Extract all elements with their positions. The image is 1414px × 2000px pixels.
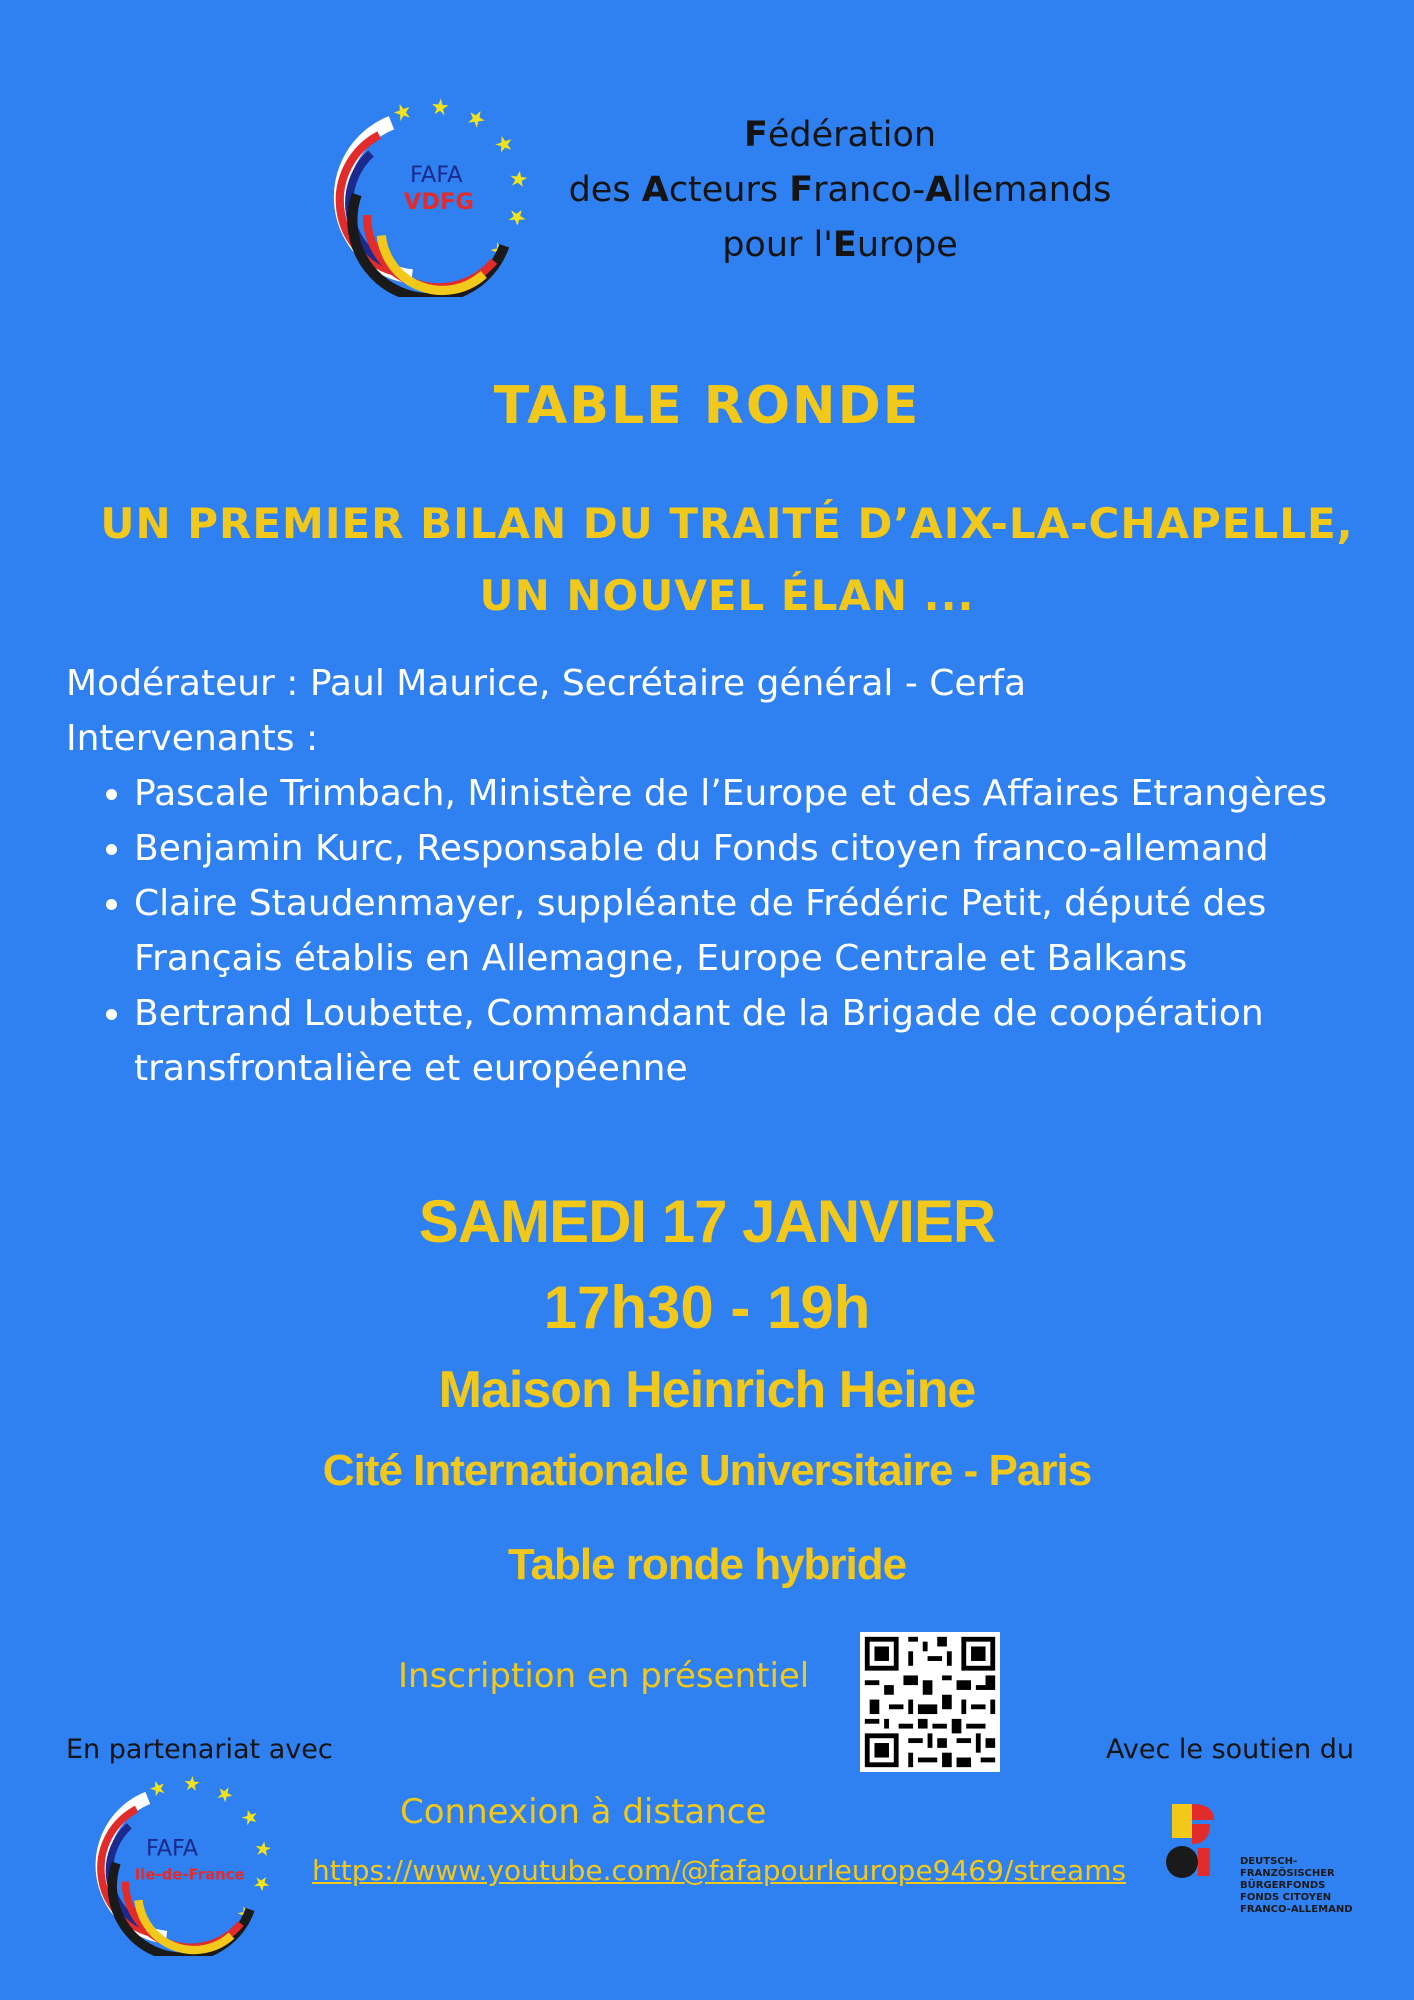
youtube-stream-link[interactable]: https://www.youtube.com/@fafapourleurope9469/streams bbox=[312, 1854, 1127, 1887]
speakers-section bbox=[66, 656, 1366, 1096]
organization-title bbox=[520, 108, 1160, 273]
buergerfonds-name: DEUTSCH- FRANZÖSISCHER BÜRGERFONDS FONDS CITOYEN FRANCO-ALLEMAND bbox=[1240, 1856, 1353, 1915]
event-format: Table ronde hybride bbox=[507, 1540, 907, 1589]
event-title-line-1: UN PREMIER BILAN DU TRAITÉ D’AIX-LA-CHAPELLE, bbox=[100, 499, 1354, 548]
event-title-line-2: UN NOUVEL ÉLAN ... bbox=[479, 571, 975, 620]
speaker-item: • Claire Staudenmayer, suppléante de Frédéric Petit, député des Français établis en Allemagne, Europe Centrale et Balkans bbox=[134, 876, 1366, 986]
partner-label: En partenariat avec bbox=[66, 1734, 333, 1765]
event-title bbox=[40, 488, 1414, 632]
speakers-list bbox=[66, 766, 1366, 1096]
speaker-item: • Bertrand Loubette, Commandant de la Brigade de coopération transfrontalière et européenne bbox=[134, 986, 1366, 1096]
moderator: Modérateur : Paul Maurice, Secrétaire général - Cerfa bbox=[66, 663, 1027, 704]
event-type: TABLE RONDE bbox=[493, 376, 921, 436]
fafa-ile-de-france-logo bbox=[92, 1770, 278, 1956]
buergerfonds-logo bbox=[1164, 1804, 1234, 1884]
speakers-label: Intervenants : bbox=[66, 718, 319, 759]
svg-text:FAFA: FAFA bbox=[145, 1835, 199, 1862]
org-title-line-2: des Acteurs Franco-Allemands bbox=[568, 170, 1112, 210]
event-time: 17h30 - 19h bbox=[543, 1274, 871, 1341]
svg-text:Ile-de-France: Ile-de-France bbox=[134, 1865, 245, 1884]
remote-connection-label: Connexion à distance bbox=[400, 1792, 767, 1832]
onsite-registration-label: Inscription en présentiel bbox=[398, 1656, 810, 1696]
event-date: SAMEDI 17 JANVIER bbox=[418, 1188, 996, 1255]
fafa-vdfg-logo bbox=[330, 92, 535, 297]
org-title-line-1: Fédération bbox=[743, 115, 937, 155]
event-venue: Maison Heinrich Heine bbox=[438, 1361, 976, 1419]
org-title-line-3: pour l'Europe bbox=[722, 225, 958, 265]
support-label: Avec le soutien du bbox=[1106, 1734, 1354, 1765]
event-venue-location: Cité Internationale Universitaire - Paris bbox=[322, 1446, 1092, 1495]
speaker-item: • Benjamin Kurc, Responsable du Fonds citoyen franco-allemand bbox=[134, 821, 1366, 876]
svg-text:VDFG: VDFG bbox=[403, 188, 474, 215]
speaker-item: • Pascale Trimbach, Ministère de l’Europe et des Affaires Etrangères bbox=[134, 766, 1366, 821]
registration-qr-code[interactable] bbox=[860, 1632, 1000, 1772]
svg-text:FAFA: FAFA bbox=[409, 162, 463, 189]
